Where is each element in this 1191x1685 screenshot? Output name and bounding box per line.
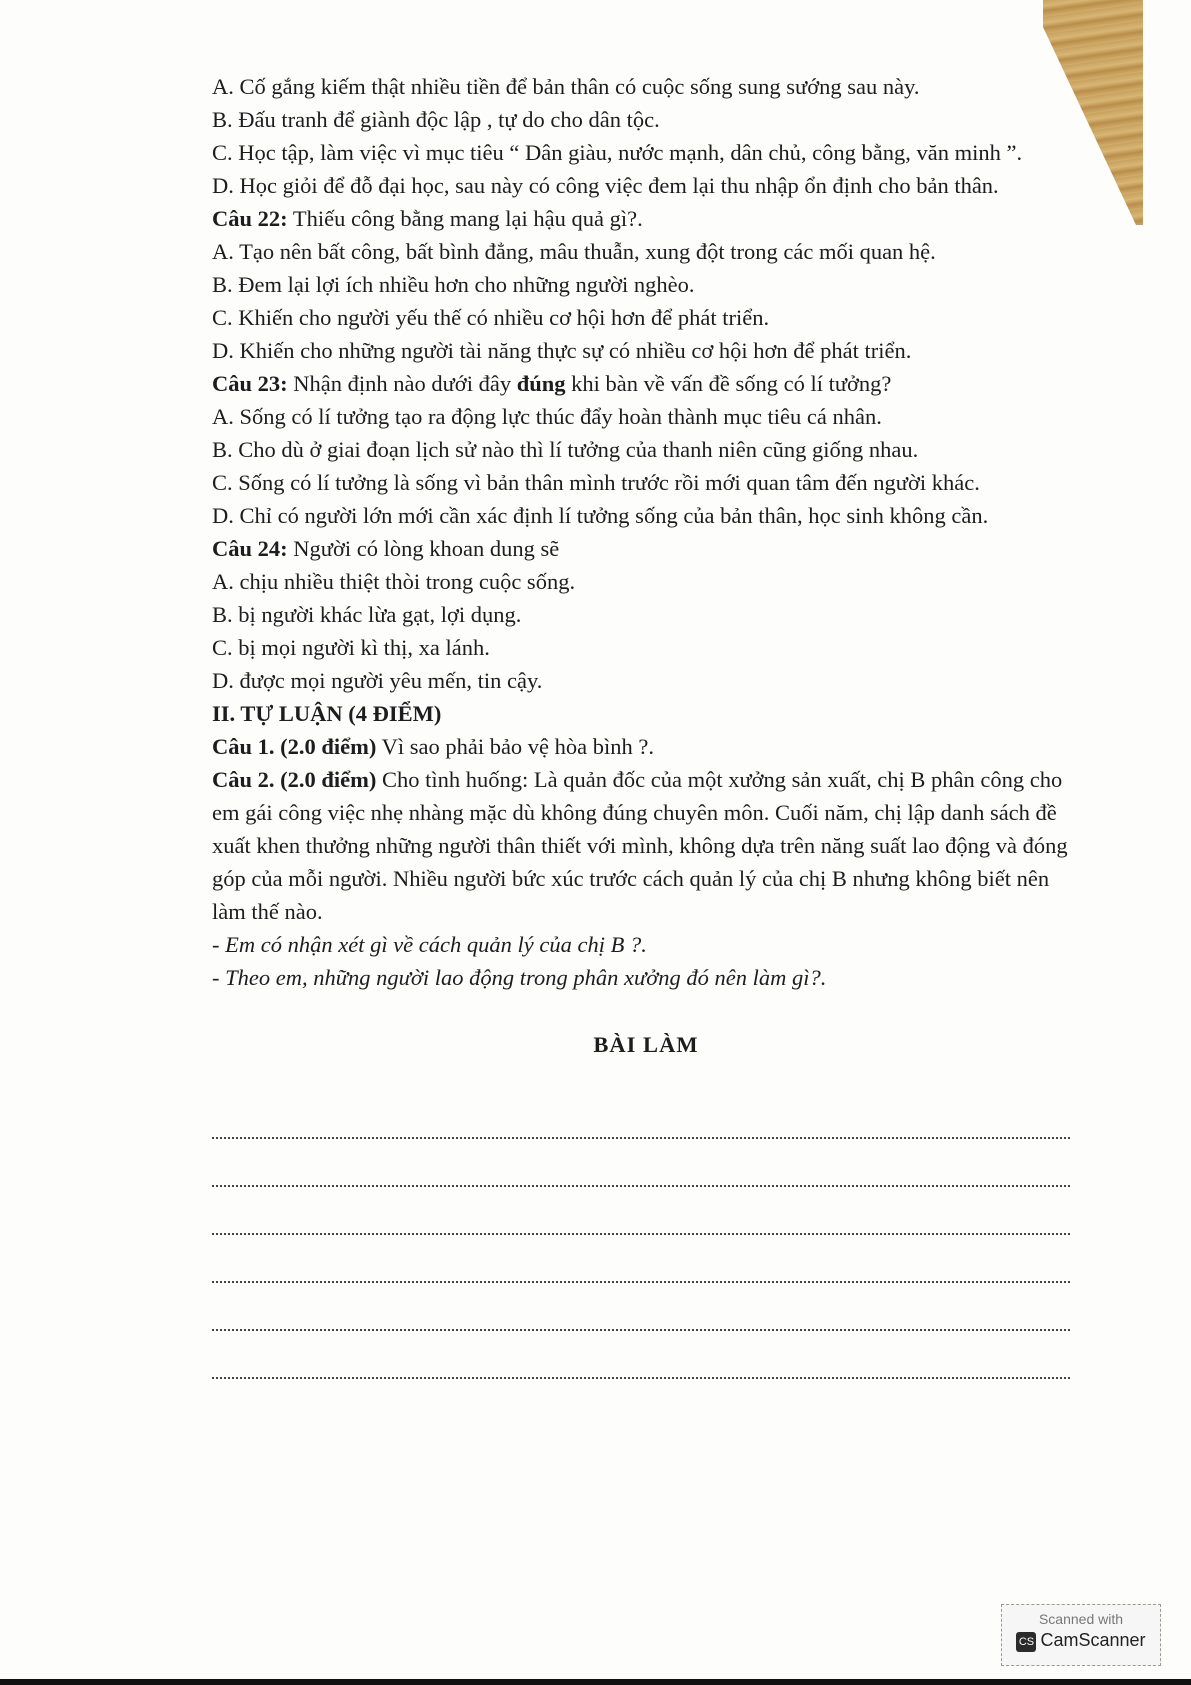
answer-line[interactable]	[212, 1139, 1070, 1187]
question-24-label: Câu 24:	[212, 536, 288, 561]
essay-question-1-text: Vì sao phải bảo vệ hòa bình ?.	[376, 734, 655, 759]
essay-question-2-text: Cho tình huống: Là quản đốc của một xưởng sản xuất, chị B phân công cho em gái công việc nhẹ nhàng mặc dù không đúng chuyên môn. Cuối năm, chị lập danh sách đề xuất khen thưởng những người thân thiết với mình, không dựa trên năng suất lao động và đóng góp của mỗi người. Nhiều người bức xúc trước cách quản lý của chị B nhưng không biết nên làm thế nào.	[212, 767, 1068, 924]
q22-option-b: B. Đem lại lợi ích nhiều hơn cho những người nghèo.	[212, 272, 695, 297]
essay-prompt-2: - Theo em, những người lao động trong phân xưởng đó nên làm gì?.	[212, 965, 827, 990]
essay-question-2	[212, 763, 1080, 928]
answer-line[interactable]	[212, 1235, 1070, 1283]
watermark-caption: Scanned with	[1038, 1611, 1124, 1627]
q21-option-a: A. Cố gắng kiếm thật nhiều tiền để bản thân có cuộc sống sung sướng sau này.	[212, 74, 920, 99]
answer-line[interactable]	[212, 1283, 1070, 1331]
q23-option-d: D. Chỉ có người lớn mới cần xác định lí tưởng sống của bản thân, học sinh không cần.	[212, 503, 989, 528]
scan-edge-bar	[0, 1679, 1191, 1685]
question-23	[212, 367, 1080, 400]
camscanner-watermark	[1001, 1604, 1161, 1666]
essay-question-1-label: Câu 1. (2.0 điểm)	[212, 734, 377, 759]
exam-content	[212, 70, 1080, 1379]
essay-prompt-1: - Em có nhận xét gì về cách quản lý của chị B ?.	[212, 932, 647, 957]
answer-line[interactable]	[212, 1091, 1070, 1139]
essay-section-title: II. TỰ LUẬN (4 ĐIỂM)	[212, 701, 442, 726]
question-23-text-after: khi bàn về vấn đề sống có lí tưởng?	[565, 371, 892, 396]
question-24-text: Người có lòng khoan dung sẽ	[287, 536, 560, 561]
q22-option-c: C. Khiến cho người yếu thế có nhiều cơ hội hơn để phát triển.	[212, 305, 770, 330]
question-23-text-before: Nhận định nào dưới đây	[287, 371, 517, 396]
question-23-label: Câu 23:	[212, 371, 288, 396]
q21-option-c: C. Học tập, làm việc vì mục tiêu “ Dân giàu, nước mạnh, dân chủ, công bằng, văn minh ”.	[212, 140, 1023, 165]
q21-option-b: B. Đấu tranh để giành độc lập , tự do cho dân tộc.	[212, 107, 660, 132]
q21-option-d: D. Học giỏi để đỗ đại học, sau này có công việc đem lại thu nhập ổn định cho bản thân.	[212, 173, 999, 198]
answer-line[interactable]	[212, 1187, 1070, 1235]
q24-option-c: C. bị mọi người kì thị, xa lánh.	[212, 635, 490, 660]
essay-question-1	[212, 730, 1080, 763]
q23-option-b: B. Cho dù ở giai đoạn lịch sử nào thì lí tưởng của thanh niên cũng giống nhau.	[212, 437, 919, 462]
answer-heading: BÀI LÀM	[593, 1032, 699, 1057]
q23-option-c: C. Sống có lí tưởng là sống vì bản thân mình trước rồi mới quan tâm đến người khác.	[212, 470, 980, 495]
watermark-brand-name: CamScanner	[1040, 1630, 1146, 1650]
q22-option-d: D. Khiến cho những người tài năng thực sự có nhiều cơ hội hơn để phát triển.	[212, 338, 912, 363]
q24-option-d: D. được mọi người yêu mến, tin cậy.	[212, 668, 543, 693]
q24-option-a: A. chịu nhiều thiệt thòi trong cuộc sống.	[212, 569, 576, 594]
question-22	[212, 202, 1080, 235]
question-23-text-bold: đúng	[516, 371, 566, 396]
camscanner-logo-icon: CS	[1016, 1632, 1036, 1652]
q24-option-b: B. bị người khác lừa gạt, lợi dụng.	[212, 602, 522, 627]
watermark-brand	[1002, 1630, 1160, 1652]
question-22-text: Thiếu công bằng mang lại hậu quả gì?.	[287, 206, 643, 231]
question-22-label: Câu 22:	[212, 206, 288, 231]
answer-line[interactable]	[212, 1331, 1070, 1379]
q23-option-a: A. Sống có lí tưởng tạo ra động lực thúc đẩy hoàn thành mục tiêu cá nhân.	[212, 404, 882, 429]
q22-option-a: A. Tạo nên bất công, bất bình đẳng, mâu thuẫn, xung đột trong các mối quan hệ.	[212, 239, 936, 264]
essay-question-2-label: Câu 2. (2.0 điểm)	[212, 767, 377, 792]
question-24	[212, 532, 1080, 565]
